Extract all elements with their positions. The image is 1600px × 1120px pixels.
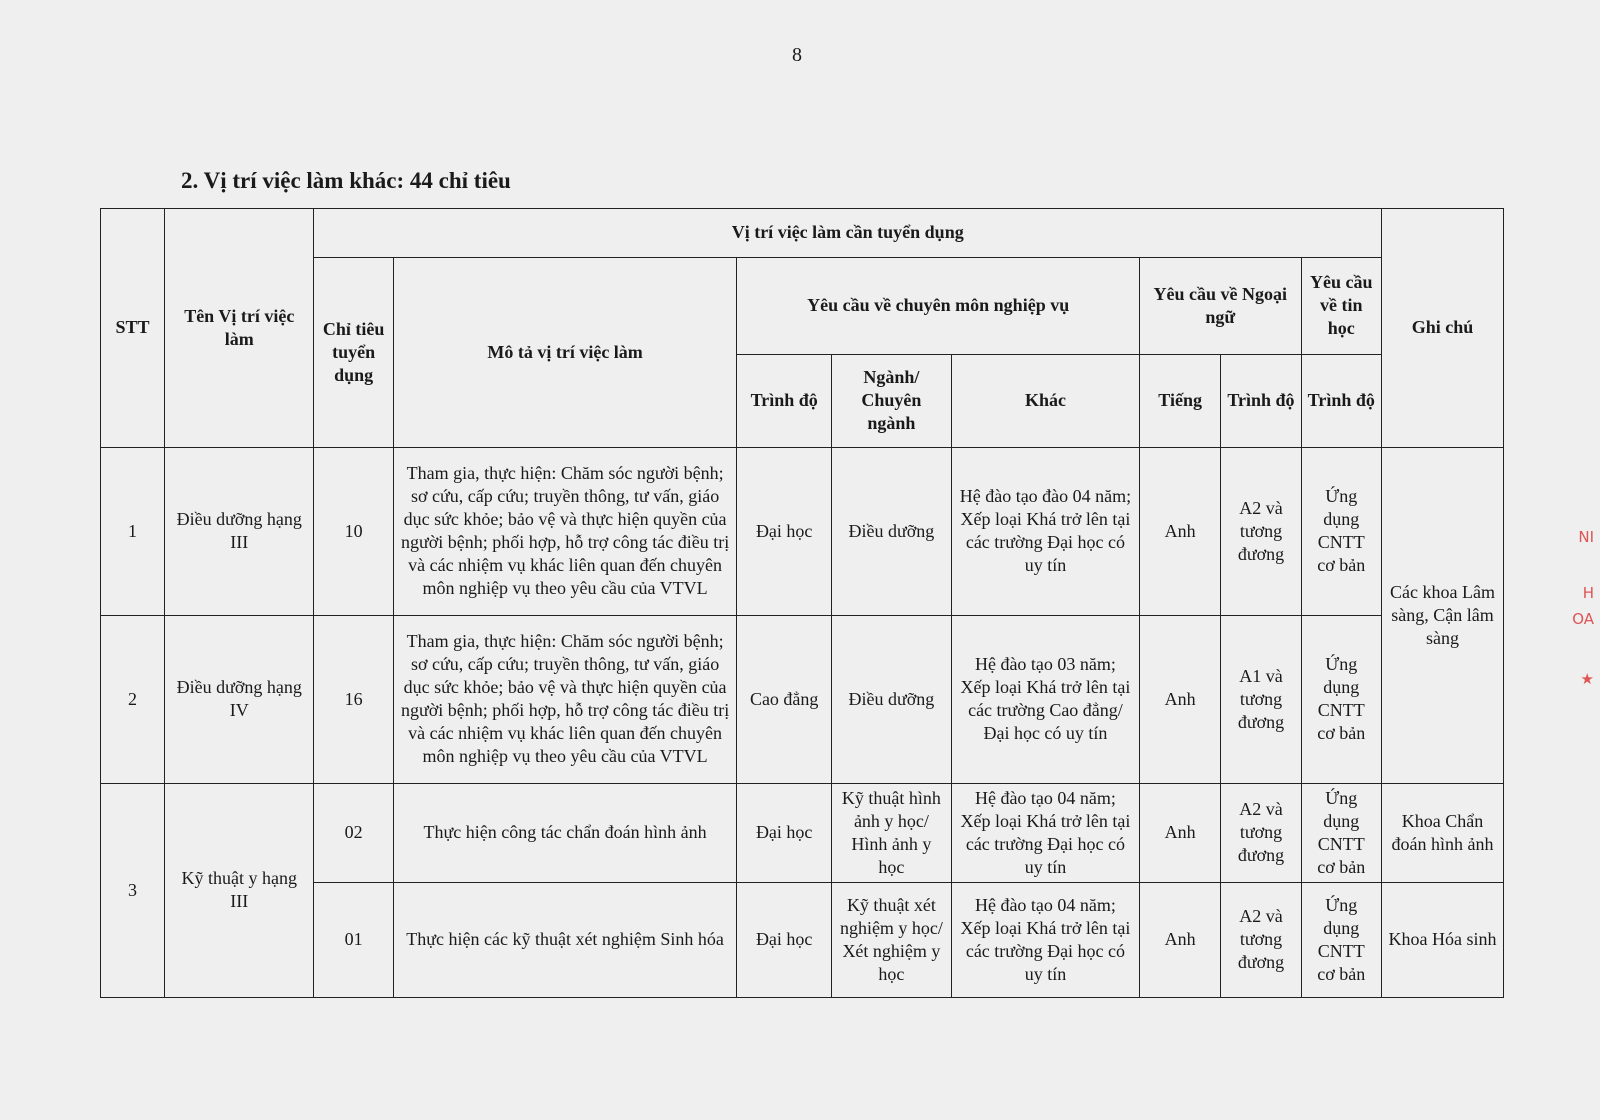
cell-tieng: Anh (1139, 783, 1220, 882)
header-chi-tieu: Chỉ tiêu tuyển dụng (314, 257, 393, 447)
cell-tieng: Anh (1139, 447, 1220, 615)
cell-mo-ta: Tham gia, thực hiện: Chăm sóc người bệnh; sơ cứu, cấp cứu; truyền thông, tư vấn, giáo dục sức khỏe; bảo vệ và thực hiện quyền của người bệnh; phối hợp, hỗ trợ công tác điều trị và các nhiệm vụ khác liên quan đến chuyên môn nghiệp vụ theo yêu cầu của VTVL (393, 615, 737, 783)
cell-trinh-do-nn: A1 và tương đương (1221, 615, 1301, 783)
cell-ten: Điều dưỡng hạng IV (165, 615, 314, 783)
recruitment-table (100, 208, 1504, 998)
section-heading: 2. Vị trí việc làm khác: 44 chỉ tiêu (181, 168, 511, 193)
cell-ghi-chu: Khoa Chẩn đoán hình ảnh (1381, 783, 1503, 882)
cell-tin-hoc: Ứng dụng CNTT cơ bản (1301, 447, 1381, 615)
cell-ghi-chu: Các khoa Lâm sàng, Cận lâm sàng (1381, 447, 1503, 783)
cell-tieng: Anh (1139, 615, 1220, 783)
cell-stt: 1 (101, 447, 165, 615)
cell-ghi-chu: Khoa Hóa sinh (1381, 882, 1503, 997)
cell-nganh: Kỹ thuật hình ảnh y học/ Hình ảnh y học (831, 783, 951, 882)
cell-mo-ta: Thực hiện các kỹ thuật xét nghiệm Sinh hóa (393, 882, 737, 997)
header-yeu-cau-ngoai-ngu: Yêu cầu về Ngoại ngữ (1139, 257, 1301, 354)
header-ten-vi-tri: Tên Vị trí việc làm (165, 209, 314, 448)
header-tieng: Tiếng (1139, 354, 1220, 447)
cell-chi-tieu: 02 (314, 783, 393, 882)
cell-trinh-do-nn: A2 và tương đương (1221, 447, 1301, 615)
header-trinh-do-nn: Trình độ (1221, 354, 1301, 447)
cell-khac: Hệ đào tạo 03 năm; Xếp loại Khá trở lên tại các trường Cao đẳng/Đại học có uy tín (951, 615, 1139, 783)
header-yeu-cau-tin-hoc: Yêu cầu về tin học (1301, 257, 1381, 354)
cell-stt: 3 (101, 783, 165, 998)
header-ghi-chu: Ghi chú (1381, 209, 1503, 448)
cell-trinh-do-nn: A2 và tương đương (1221, 783, 1301, 882)
cell-trinh-do-nn: A2 và tương đương (1221, 882, 1301, 997)
cell-nganh: Điều dưỡng (831, 447, 951, 615)
cell-tieng: Anh (1139, 882, 1220, 997)
cell-khac: Hệ đào tạo đào 04 năm; Xếp loại Khá trở lên tại các trường Đại học có uy tín (951, 447, 1139, 615)
table-row (101, 783, 1504, 882)
stamp-fragment: ★ (1580, 670, 1594, 688)
stamp-fragment: NI (1578, 528, 1594, 546)
cell-chi-tieu: 16 (314, 615, 393, 783)
header-mo-ta: Mô tả vị trí việc làm (393, 257, 737, 447)
table-row (101, 447, 1504, 615)
cell-stt: 2 (101, 615, 165, 783)
cell-nganh: Điều dưỡng (831, 615, 951, 783)
page-number: 8 (792, 44, 802, 66)
header-nganh: Ngành/ Chuyên ngành (831, 354, 951, 447)
cell-trinh-do: Cao đẳng (737, 615, 832, 783)
header-trinh-do-th: Trình độ (1301, 354, 1381, 447)
cell-mo-ta: Tham gia, thực hiện: Chăm sóc người bệnh; sơ cứu, cấp cứu; truyền thông, tư vấn, giáo dục sức khỏe; bảo vệ và thực hiện quyền của người bệnh; phối hợp, hỗ trợ công tác điều trị và các nhiệm vụ khác liên quan đến chuyên môn nghiệp vụ theo yêu cầu của VTVL (393, 447, 737, 615)
header-stt: STT (101, 209, 165, 448)
header-yeu-cau-chuyen-mon: Yêu cầu về chuyên môn nghiệp vụ (737, 257, 1140, 354)
cell-khac: Hệ đào tạo 04 năm; Xếp loại Khá trở lên tại các trường Đại học có uy tín (951, 783, 1139, 882)
cell-mo-ta: Thực hiện công tác chẩn đoán hình ảnh (393, 783, 737, 882)
table-row (101, 615, 1504, 783)
cell-ten: Điều dưỡng hạng III (165, 447, 314, 615)
header-trinh-do: Trình độ (737, 354, 832, 447)
stamp-fragment: OA (1572, 610, 1594, 628)
cell-nganh: Kỹ thuật xét nghiệm y học/ Xét nghiệm y học (831, 882, 951, 997)
cell-trinh-do: Đại học (737, 882, 832, 997)
cell-tin-hoc: Ứng dụng CNTT cơ bản (1301, 783, 1381, 882)
cell-trinh-do: Đại học (737, 783, 832, 882)
header-khac: Khác (951, 354, 1139, 447)
cell-trinh-do: Đại học (737, 447, 832, 615)
cell-ten: Kỹ thuật y hạng III (165, 783, 314, 998)
cell-tin-hoc: Ứng dụng CNTT cơ bản (1301, 882, 1381, 997)
header-vi-tri-can-tuyen: Vị trí việc làm cần tuyển dụng (314, 209, 1381, 258)
cell-chi-tieu: 01 (314, 882, 393, 997)
cell-chi-tieu: 10 (314, 447, 393, 615)
cell-tin-hoc: Ứng dụng CNTT cơ bản (1301, 615, 1381, 783)
stamp-fragment: H (1582, 584, 1594, 602)
cell-khac: Hệ đào tạo 04 năm; Xếp loại Khá trở lên tại các trường Đại học có uy tín (951, 882, 1139, 997)
